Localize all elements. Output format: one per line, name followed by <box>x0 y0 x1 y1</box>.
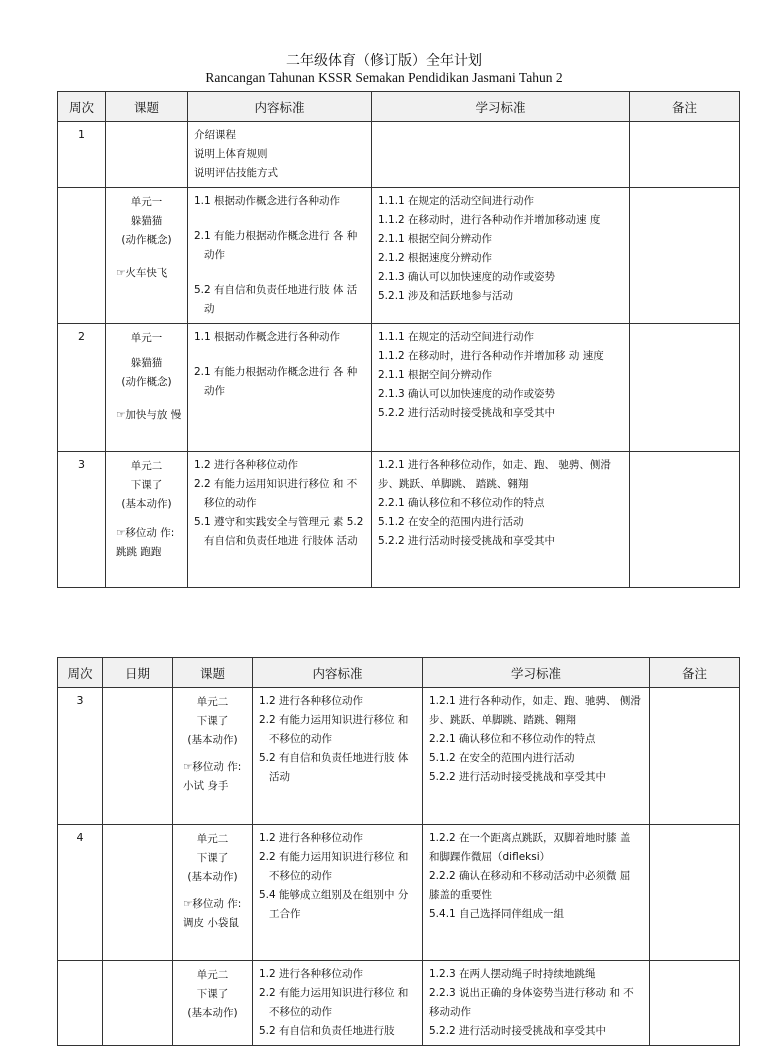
content-cell <box>188 122 372 188</box>
learning-line: 5.2.2 进行活动时接受挑战和享受其中 <box>429 771 607 783</box>
learning-line: 2.1.3 确认可以加快速度的动作或姿势 <box>378 271 556 283</box>
content-line: 2.2 有能力运用知识进行移位 和 不移位的动作 <box>194 478 358 509</box>
content-line: 2.2 有能力运用知识进行移位 和 不移位的动作 <box>259 714 409 745</box>
topic-cell <box>106 188 188 324</box>
table-row <box>58 688 740 825</box>
document-title: 二年级体育（修订版）全年计划 <box>286 53 482 69</box>
learning-line: 5.2.1 涉及和活跃地参与活动 <box>378 290 514 302</box>
header-week: 周次 <box>58 92 106 122</box>
unit-category: (基本动作) <box>187 734 238 746</box>
activity-note: ☞火车快飞 <box>116 267 168 279</box>
date-cell <box>103 961 173 1046</box>
unit-category: (基本动作) <box>187 1007 238 1019</box>
remarks-cell <box>630 324 740 452</box>
week-cell: 3 <box>58 688 103 825</box>
unit-label: 单元二 <box>196 969 229 981</box>
week-cell <box>58 188 106 324</box>
content-cell <box>253 961 423 1046</box>
content-line: 1.2 进行各种移位动作 <box>259 832 364 844</box>
week-cell: 2 <box>58 324 106 452</box>
unit-name: 下课了 <box>196 988 229 1000</box>
unit-name: 下课了 <box>130 479 163 491</box>
content-cell <box>253 688 423 825</box>
learning-line: 5.1.2 在安全的范围内进行活动 <box>378 516 524 528</box>
week-cell: 3 <box>58 452 106 588</box>
activity-note: ☞移位动 作: 调皮 小袋鼠 <box>183 898 242 929</box>
learning-line: 5.1.2 在安全的范围内进行活动 <box>429 752 575 764</box>
header-remarks: 备注 <box>630 92 740 122</box>
header-content-standard: 内容标准 <box>188 92 372 122</box>
unit-label: 单元二 <box>196 833 229 845</box>
learning-cell <box>423 688 650 825</box>
content-cell <box>253 825 423 961</box>
header-remarks: 备注 <box>650 658 740 688</box>
unit-category: (动作概念) <box>121 376 172 388</box>
unit-category: (动作概念) <box>121 234 172 246</box>
learning-line: 1.1.2 在移动时，进行各种动作并增加移 动 速度 <box>378 350 604 362</box>
learning-line: 1.1.2 在移动时，进行各种动作并增加移动速 度 2.1.1 根据空间分辨动作 <box>378 214 601 245</box>
content-line: 1.2 进行各种移位动作 <box>259 968 364 980</box>
table-row <box>58 324 740 452</box>
table-header-row <box>58 658 740 688</box>
content-line: 2.1 有能力根据动作概念进行 各 种动作 <box>194 366 358 397</box>
table-row <box>58 188 740 324</box>
week-cell: 1 <box>58 122 106 188</box>
plan-table-2 <box>57 657 740 1046</box>
activity-note: ☞移位动 作: 小试 身手 <box>183 761 242 792</box>
topic-cell <box>106 324 188 452</box>
unit-name: 下课了 <box>196 715 229 727</box>
content-line: 5.2 有自信和负责任地进行肢 <box>259 1025 395 1037</box>
content-line: 1.2 进行各种移位动作 <box>259 695 364 707</box>
unit-label: 单元二 <box>196 696 229 708</box>
header-date: 日期 <box>103 658 173 688</box>
learning-cell <box>372 452 630 588</box>
unit-label: 单元二 <box>130 460 163 472</box>
plan-table-1 <box>57 91 740 588</box>
table-row <box>58 825 740 961</box>
learning-line: 1.2.3 在两人摆动绳子时持续地跳绳 <box>429 968 596 980</box>
learning-cell <box>423 961 650 1046</box>
learning-line: 5.2.2 进行活动时接受挑战和享受其中 <box>378 407 556 419</box>
learning-line: 2.1.3 确认可以加快速度的动作或姿势 <box>378 388 556 400</box>
table-row <box>58 961 740 1046</box>
remarks-cell <box>650 688 740 825</box>
header-topic: 课题 <box>106 92 188 122</box>
week-cell <box>58 961 103 1046</box>
topic-cell <box>173 688 253 825</box>
table-row <box>58 452 740 588</box>
header-week: 周次 <box>58 658 103 688</box>
content-line: 5.1 遵守和实践安全与管理元 素 5.2 有自信和负责任地进 行肢体 活动 <box>194 516 364 547</box>
learning-line: 5.4.1 自己选择同伴组成一組 <box>429 908 565 920</box>
table-row <box>58 122 740 188</box>
unit-category: (基本动作) <box>187 871 238 883</box>
document-subtitle: Rancangan Tahunan KSSR Semakan Pendidikan Jasmani Tahun 2 <box>205 70 563 85</box>
content-line: 5.2 有自信和负责任地进行肢 体 活动 <box>194 284 358 315</box>
content-line: 说明上体育规则 <box>194 148 268 160</box>
remarks-cell <box>630 188 740 324</box>
learning-line: 1.1.1 在规定的活动空间进行动作 <box>378 195 535 207</box>
learning-line: 1.2.1 进行各种动作，如走、跑、驰骋、 侧滑步、跳跃、单脚跳、踏跳、翱翔 <box>429 695 641 726</box>
learning-cell <box>372 122 630 188</box>
content-line: 1.1 根据动作概念进行各种动作 <box>194 331 341 343</box>
learning-line: 1.2.2 在一个距离点跳跃，双脚着地时膝 盖 和脚踝作微屈（difleksi） <box>429 832 631 863</box>
activity-note: ☞加快与放 慢 <box>116 409 182 421</box>
content-line: 5.4 能够成立组别及在组别中 分 工合作 <box>259 889 409 920</box>
content-cell <box>188 324 372 452</box>
unit-label: 单元一 <box>130 332 163 344</box>
week-cell: 4 <box>58 825 103 961</box>
content-line: 2.2 有能力运用知识进行移位 和 不移位的动作 <box>259 851 409 882</box>
date-cell <box>103 688 173 825</box>
header-learning-standard: 学习标准 <box>423 658 650 688</box>
learning-line: 2.2.3 说出正确的身体姿势当进行移动 和 不移动动作 <box>429 987 634 1018</box>
remarks-cell <box>630 122 740 188</box>
learning-line: 1.1.1 在规定的活动空间进行动作 <box>378 331 535 343</box>
topic-cell <box>173 961 253 1046</box>
table-header-row <box>58 92 740 122</box>
content-line: 说明评估技能方式 <box>194 167 278 179</box>
learning-line: 2.2.1 确认移位和不移位动作的特点 <box>429 733 596 745</box>
unit-name: 躲猫猫 <box>130 357 163 369</box>
learning-line: 2.2.1 确认移位和不移位动作的特点 <box>378 497 545 509</box>
content-line: 2.1 有能力根据动作概念进行 各 种动作 <box>194 230 358 261</box>
remarks-cell <box>630 452 740 588</box>
header-learning-standard: 学习标准 <box>372 92 630 122</box>
unit-category: (基本动作) <box>121 498 172 510</box>
learning-line: 2.1.1 根据空间分辨动作 <box>378 369 493 381</box>
content-cell <box>188 452 372 588</box>
content-line: 5.2 有自信和负责任地进行肢 体 活动 <box>259 752 409 783</box>
remarks-cell <box>650 961 740 1046</box>
unit-label: 单元一 <box>130 196 163 208</box>
content-line: 1.1 根据动作概念进行各种动作 <box>194 195 341 207</box>
learning-cell <box>423 825 650 961</box>
topic-cell <box>106 122 188 188</box>
content-cell <box>188 188 372 324</box>
learning-line: 2.2.2 确认在移动和不移动活动中必须微 屈 膝盖的重要性 <box>429 870 631 901</box>
learning-cell <box>372 188 630 324</box>
learning-line: 5.2.2 进行活动时接受挑战和享受其中 <box>378 535 556 547</box>
content-line: 2.2 有能力运用知识进行移位 和 不移位的动作 <box>259 987 409 1018</box>
remarks-cell <box>650 825 740 961</box>
header-topic: 课题 <box>173 658 253 688</box>
content-line: 介绍课程 <box>194 129 236 141</box>
date-cell <box>103 825 173 961</box>
activity-note: ☞移位动 作: 跳跳 跑跑 <box>116 527 175 558</box>
header-content-standard: 内容标准 <box>253 658 423 688</box>
unit-name: 躲猫猫 <box>130 215 163 227</box>
topic-cell <box>106 452 188 588</box>
learning-cell <box>372 324 630 452</box>
topic-cell <box>173 825 253 961</box>
learning-line: 1.2.1 进行各种移位动作，如走、跑、 驰骋、侧滑步、跳跃、单脚跳、 踏跳、翱翔 <box>378 459 611 490</box>
learning-line: 5.2.2 进行活动时接受挑战和享受其中 <box>429 1025 607 1037</box>
learning-line: 2.1.2 根据速度分辨动作 <box>378 252 493 264</box>
content-line: 1.2 进行各种移位动作 <box>194 459 299 471</box>
unit-name: 下课了 <box>196 852 229 864</box>
